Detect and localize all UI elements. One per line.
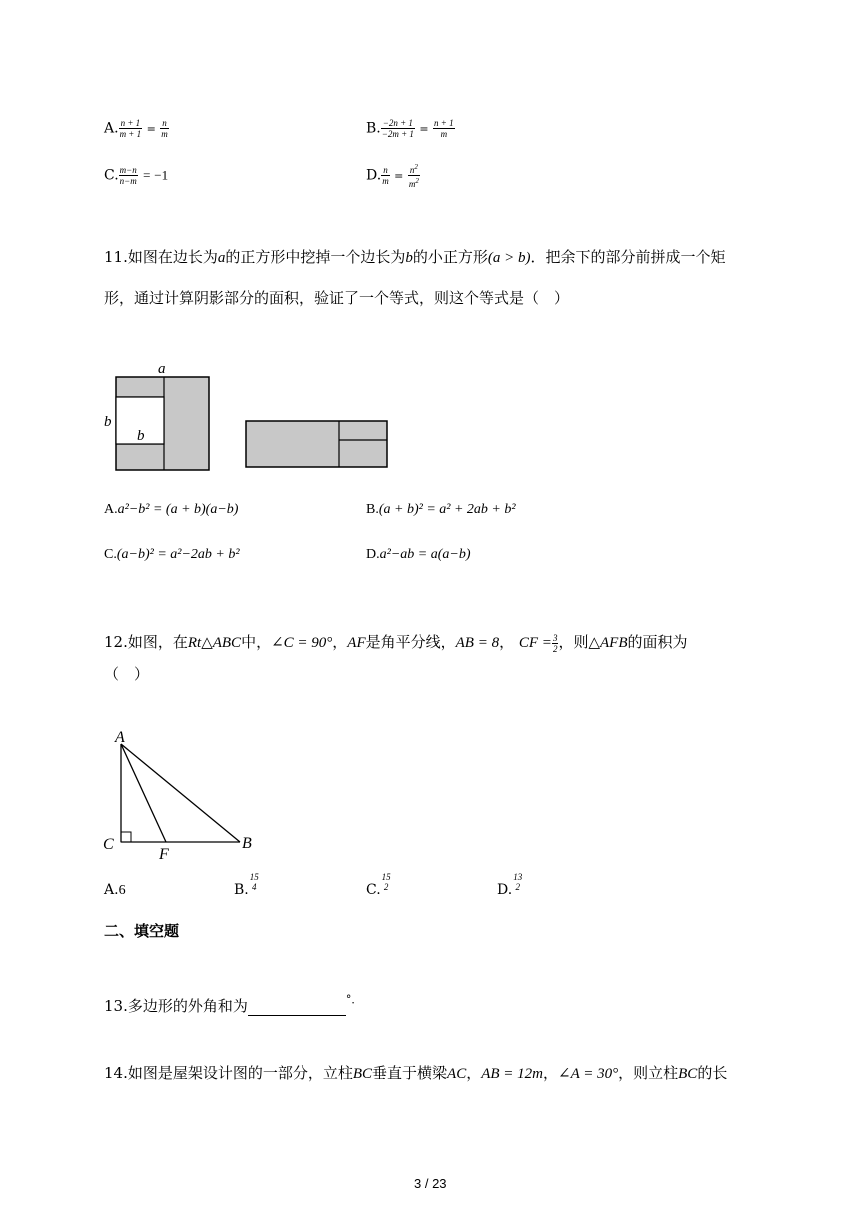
- option-letter: D.: [366, 167, 382, 184]
- variable-a: a: [217, 250, 226, 266]
- q14-text: ，: [543, 1064, 559, 1082]
- q12-option-a[interactable]: [104, 882, 126, 899]
- equation-rhs: −1: [154, 167, 169, 183]
- answer-blank[interactable]: [248, 999, 346, 1016]
- exponent: 2: [414, 163, 418, 171]
- fraction-denominator: m: [161, 129, 168, 139]
- fraction-numerator: n + 1: [120, 118, 141, 128]
- q11-condition: (a > b): [487, 250, 531, 266]
- option-letter: D.: [497, 882, 513, 898]
- fraction-numerator: m−n: [119, 165, 137, 175]
- q14-text: ，则立柱: [618, 1064, 679, 1082]
- option-expression: (a−b)² = a²−2ab + b²: [116, 547, 240, 562]
- vertex-b-label: B: [242, 835, 252, 852]
- option-letter: A.: [104, 502, 118, 517]
- q12-figure: [100, 725, 270, 865]
- vertex-a-label: A: [115, 729, 125, 746]
- q14-ac: AC: [447, 1066, 467, 1082]
- label-a: a: [158, 361, 166, 377]
- fraction-denominator: 2: [515, 882, 520, 892]
- fraction-denominator: −2m + 1: [381, 129, 414, 139]
- q10-option-a[interactable]: A. $\frac{n + 1}{m + 1}$ = $\frac{n}{m}$: [104, 118, 168, 139]
- fraction-numerator: 15: [249, 872, 259, 882]
- q12-text: ，: [332, 633, 348, 651]
- q11-text: 11.如图在边长为: [104, 248, 218, 266]
- exponent: 2: [415, 177, 419, 185]
- q14-stem: [104, 1063, 727, 1084]
- q12-text: 12.如图，在: [104, 633, 188, 651]
- page-number: 3 / 23: [414, 1176, 447, 1191]
- fraction-denominator: 2: [383, 882, 389, 892]
- option-letter: D.: [366, 547, 380, 562]
- q12-cf: CF =: [518, 635, 552, 651]
- label-b-inner: b: [137, 428, 145, 444]
- q10-option-d[interactable]: D. $\frac{n}{m}$ = $\frac{n^2}{m^2}$: [366, 163, 419, 189]
- option-expression: (a + b)² = a² + 2ab + b²: [378, 502, 516, 517]
- q14-bc: BC: [678, 1066, 698, 1082]
- q10-option-c[interactable]: C. $\frac{m-n}{n-m}$ = −1: [104, 165, 169, 186]
- fraction-denominator: n−m: [119, 176, 137, 186]
- option-letter: B.: [234, 882, 249, 898]
- fraction-denominator: 4: [252, 882, 257, 892]
- q12-text: 是角平分线，: [365, 633, 456, 651]
- q12-stem-line2: （ ）: [104, 665, 150, 683]
- option-letter: A.: [104, 882, 119, 898]
- fraction-numerator: n: [409, 165, 415, 175]
- q12-ab: AB = 8: [455, 635, 500, 651]
- q11-option-d[interactable]: [366, 545, 471, 565]
- q12-angle: ∠C = 90°: [271, 635, 333, 651]
- option-letter: C.: [104, 167, 119, 184]
- fraction-numerator: 3: [552, 632, 558, 643]
- q14-ab: AB = 12m: [481, 1066, 544, 1082]
- q11-stem-line2: 形，通过计算阴影部分的面积，验证了一个等式，则这个等式是（ ）: [104, 289, 570, 307]
- vertex-f-label: F: [159, 846, 169, 863]
- fraction-numerator: −2n + 1: [382, 118, 413, 128]
- q11-text: ．把余下的部分前拼成一个矩: [530, 248, 726, 266]
- option-letter: C.: [366, 882, 381, 898]
- q12-af: AF: [347, 635, 366, 651]
- q12-text: ，则: [558, 633, 589, 651]
- q11-option-b[interactable]: [366, 500, 516, 520]
- vertex-c-label: C: [103, 836, 114, 853]
- q12-triangle-afb: △AFB: [588, 635, 628, 651]
- option-value: 6: [118, 883, 126, 898]
- q12-stem-line1: [104, 632, 688, 654]
- q14-angle: ∠A = 30°: [558, 1066, 619, 1082]
- option-letter: B.: [366, 120, 381, 137]
- option-expression: a²−b² = (a + b)(a−b): [117, 502, 239, 517]
- fraction-numerator: 13: [513, 872, 523, 882]
- q11-stem-line1: [104, 247, 726, 268]
- q12-option-d[interactable]: [497, 872, 523, 898]
- q12-text: 的面积为: [627, 633, 688, 651]
- option-letter: A.: [104, 120, 119, 137]
- q14-bc: BC: [352, 1066, 373, 1082]
- option-expression: a²−ab = a(a−b): [379, 547, 471, 562]
- label-b-side: b: [104, 414, 112, 430]
- option-letter: C.: [104, 547, 117, 562]
- option-letter: B.: [366, 502, 379, 517]
- rearranged-rectangle: [246, 421, 387, 467]
- fraction-numerator: n + 1: [434, 118, 454, 128]
- fraction-denominator: 2: [552, 643, 558, 654]
- q11-option-c[interactable]: [104, 545, 240, 565]
- q11-text: 的正方形中挖掉一个边长为: [225, 248, 406, 266]
- q14-text: 的长: [697, 1064, 728, 1082]
- q13-text: 13.多边形的外角和为: [104, 997, 248, 1015]
- fraction-denominator: m: [382, 176, 389, 186]
- q12-text: ，: [499, 633, 515, 651]
- q13-stem: [104, 990, 362, 1016]
- q11-text: 的小正方形: [412, 248, 488, 266]
- q11-figure: [100, 360, 400, 475]
- fraction-numerator: n: [383, 165, 388, 175]
- q11-option-a[interactable]: [104, 500, 238, 520]
- q12-option-b[interactable]: [234, 872, 260, 898]
- fraction-denominator: m + 1: [119, 129, 142, 139]
- fraction-numerator: 15: [381, 872, 391, 882]
- q12-text: 中，: [241, 633, 272, 651]
- q12-triangle: Rt△ABC: [187, 635, 242, 651]
- q13-suffix: °．: [345, 993, 363, 1006]
- right-angle-mark: [121, 832, 131, 842]
- q10-option-b[interactable]: B. $\frac{-2n + 1}{-2m + 1}$ = $\frac{n + 1}{m}$: [366, 118, 454, 139]
- fraction-numerator: n: [162, 118, 167, 128]
- q12-option-c[interactable]: [366, 872, 392, 898]
- variable-b: b: [405, 250, 413, 266]
- fraction-denominator: m: [408, 179, 416, 189]
- q14-text: ，: [466, 1064, 482, 1082]
- q14-text: 14.如图是屋架设计图的一部分，立柱: [104, 1064, 353, 1082]
- fraction-denominator: m: [440, 129, 448, 139]
- section-heading: 二、填空题: [104, 922, 180, 940]
- q14-text: 垂直于横梁: [372, 1064, 448, 1082]
